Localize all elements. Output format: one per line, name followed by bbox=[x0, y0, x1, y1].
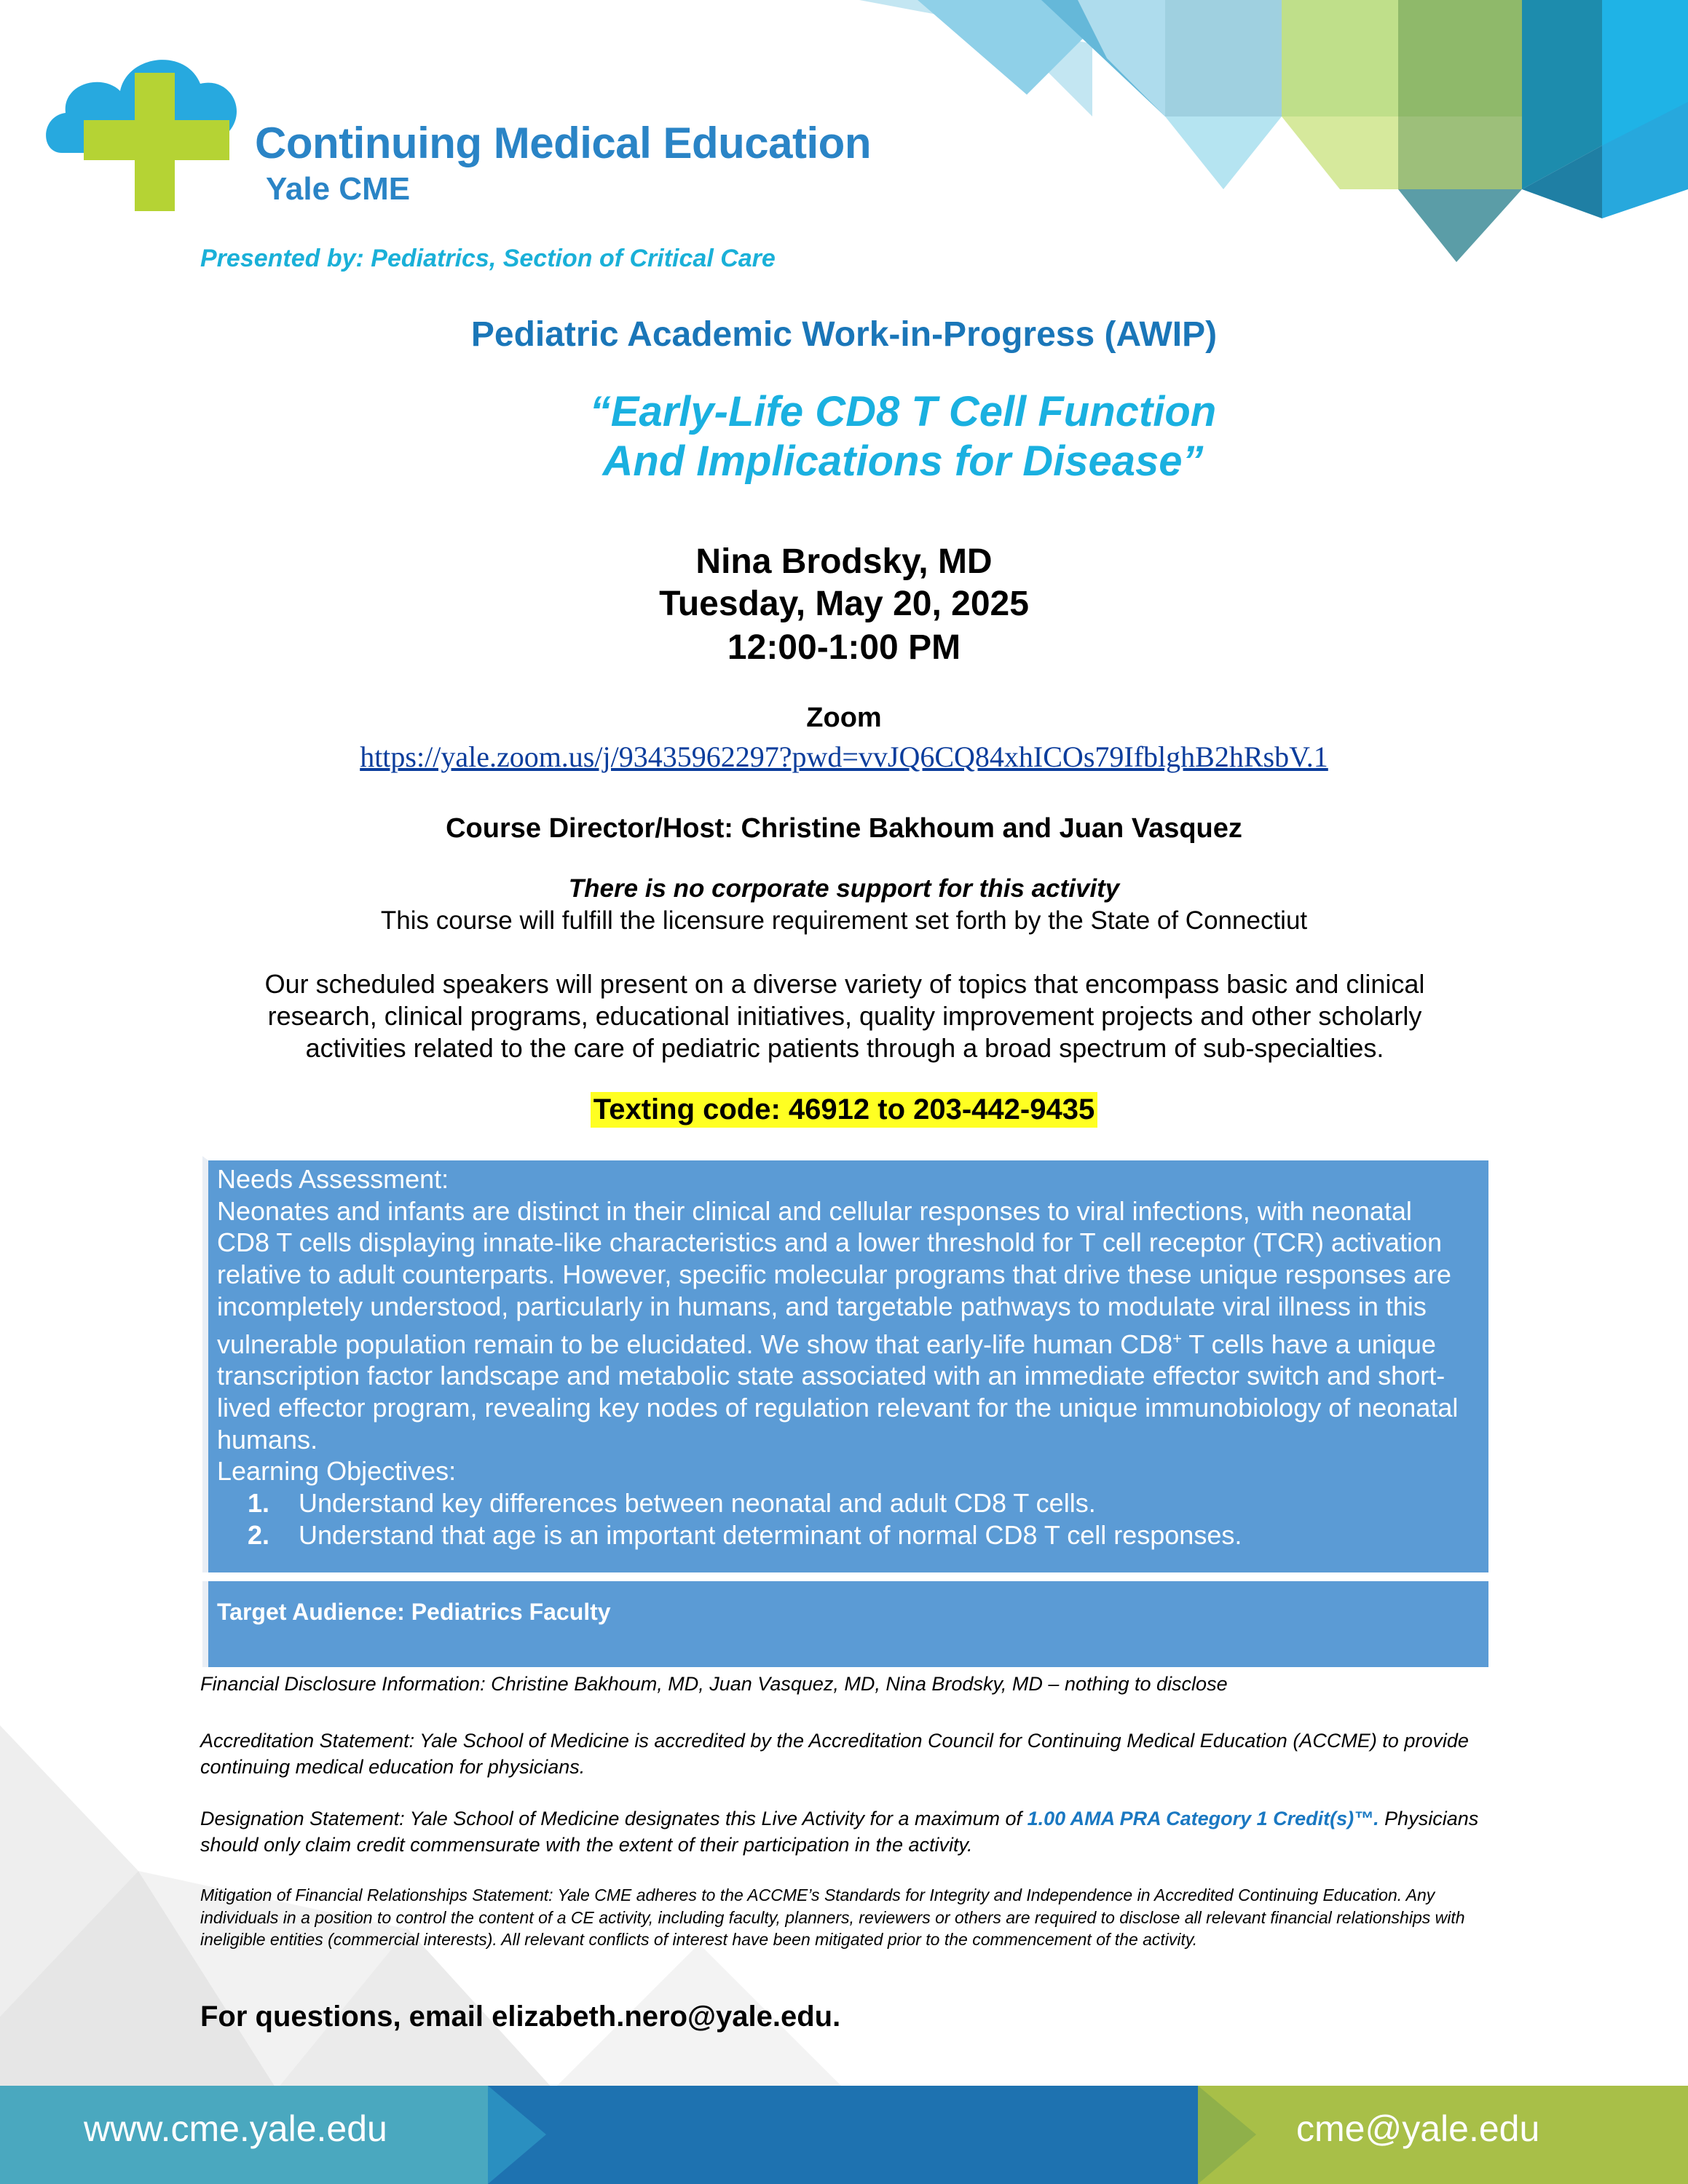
logo-subtitle: Yale CME bbox=[266, 171, 411, 207]
mitigation-statement: Mitigation of Financial Relationships Statement: Yale CME adheres to the ACCME’s Standards for Integrity and Independence in Accredited Continuing Education. Any individuals in a position to control the content of a CE activity, including faculty, planners, reviewers or others are required to disclose all relevant financial relationships with ineligible entities (commercial interests). All relevant conflicts of interest have been mitigated prior to the commencement of the activity. bbox=[200, 1886, 1465, 1949]
designation-statement: Designation Statement: Yale School of Medicine designates this Live Activity for a maximum of 1.00 AMA PRA Category 1 Credit(s)™. Physicians should only claim credit commensurate with the extent of their participation in the activity. bbox=[200, 1808, 1479, 1856]
footer-email[interactable]: cme@yale.edu bbox=[1296, 2108, 1540, 2149]
needs-assessment-heading: Needs Assessment: bbox=[217, 1164, 449, 1194]
learning-objective-item: 1. Understand key differences between neonatal and adult CD8 T cells. bbox=[247, 1488, 1096, 1519]
no-corporate-support: There is no corporate support for this activity bbox=[568, 874, 1120, 903]
series-description: Our scheduled speakers will present on a diverse variety of topics that encompass basic and clinical research, clinical programs, educational initiatives, quality improvement projects and other scholarly activities related to the care of pediatric patients through a broad spectrum of sub-specialties. bbox=[264, 969, 1425, 1063]
logo-title: Continuing Medical Education bbox=[255, 119, 871, 167]
needs-assessment-text: Neonates and infants are distinct in their clinical and cellular responses to viral infections, with neonatal CD8 T cells displaying innate-like characteristics and a lower threshold for T cell receptor (TCR) activation relative to adult counterparts. However, specific molecular programs that drive these unique responses are incompletely understood, particularly in humans, and targetable pathways to modulate viral illness in this vulnerable population remain to be elucidated. We show that early-life human CD8+ T cells have a unique transcription factor landscape and metabolic state associated with an immediate effector switch and short-lived effector program, revealing key nodes of regulation relevant for the unique immunobiology of neonatal humans. bbox=[217, 1195, 1459, 1455]
header-decorative-pattern bbox=[859, 0, 1688, 269]
accreditation-statement: Accreditation Statement: Yale School of Medicine is accredited by the Accreditation Council for Continuing Medical Education (ACCME) to provide continuing medical education for physicians. bbox=[200, 1730, 1469, 1778]
needs-assessment-content bbox=[217, 1163, 1470, 1551]
presented-by: Presented by: Pediatrics, Section of Critical Care bbox=[200, 245, 776, 272]
event-date: Tuesday, May 20, 2025 bbox=[659, 585, 1029, 623]
learning-objectives-heading: Learning Objectives: bbox=[217, 1456, 457, 1487]
licensure-statement: This course will fulfill the licensure requirement set forth by the State of Connectiut bbox=[380, 906, 1308, 935]
texting-code: Texting code: 46912 to 203-442-9435 bbox=[591, 1092, 1097, 1128]
questions-contact: For questions, email elizabeth.nero@yale.edu. bbox=[200, 2001, 841, 2033]
event-time: 12:00-1:00 PM bbox=[727, 628, 961, 667]
yale-cme-logo-icon bbox=[40, 33, 251, 215]
credit-designation: 1.00 AMA PRA Category 1 Credit(s)™. bbox=[1027, 1808, 1379, 1829]
talk-title-line-2: And Implications for Disease” bbox=[602, 438, 1204, 485]
course-director: Course Director/Host: Christine Bakhoum and Juan Vasquez bbox=[446, 813, 1242, 844]
series-title: Pediatric Academic Work-in-Progress (AWIP) bbox=[470, 315, 1218, 354]
financial-disclosure: Financial Disclosure Information: Christine Bakhoum, MD, Juan Vasquez, MD, Nina Brodsky, MD – nothing to disclose bbox=[200, 1673, 1228, 1695]
learning-objective-item: 2. Understand that age is an important determinant of normal CD8 T cell responses. bbox=[247, 1519, 1242, 1550]
target-audience: Target Audience: Pediatrics Faculty bbox=[217, 1599, 611, 1625]
talk-title-line-1: “Early-Life CD8 T Cell Function bbox=[589, 388, 1217, 435]
zoom-label: Zoom bbox=[806, 703, 882, 733]
footer-website[interactable]: www.cme.yale.edu bbox=[84, 2108, 387, 2149]
zoom-link[interactable]: https://yale.zoom.us/j/93435962297?pwd=vvJQ6CQ84xhICOs79IfblghB2hRsbV.1 bbox=[360, 740, 1328, 773]
speaker-name: Nina Brodsky, MD bbox=[695, 542, 993, 581]
texting-code-container bbox=[0, 1092, 1688, 1128]
